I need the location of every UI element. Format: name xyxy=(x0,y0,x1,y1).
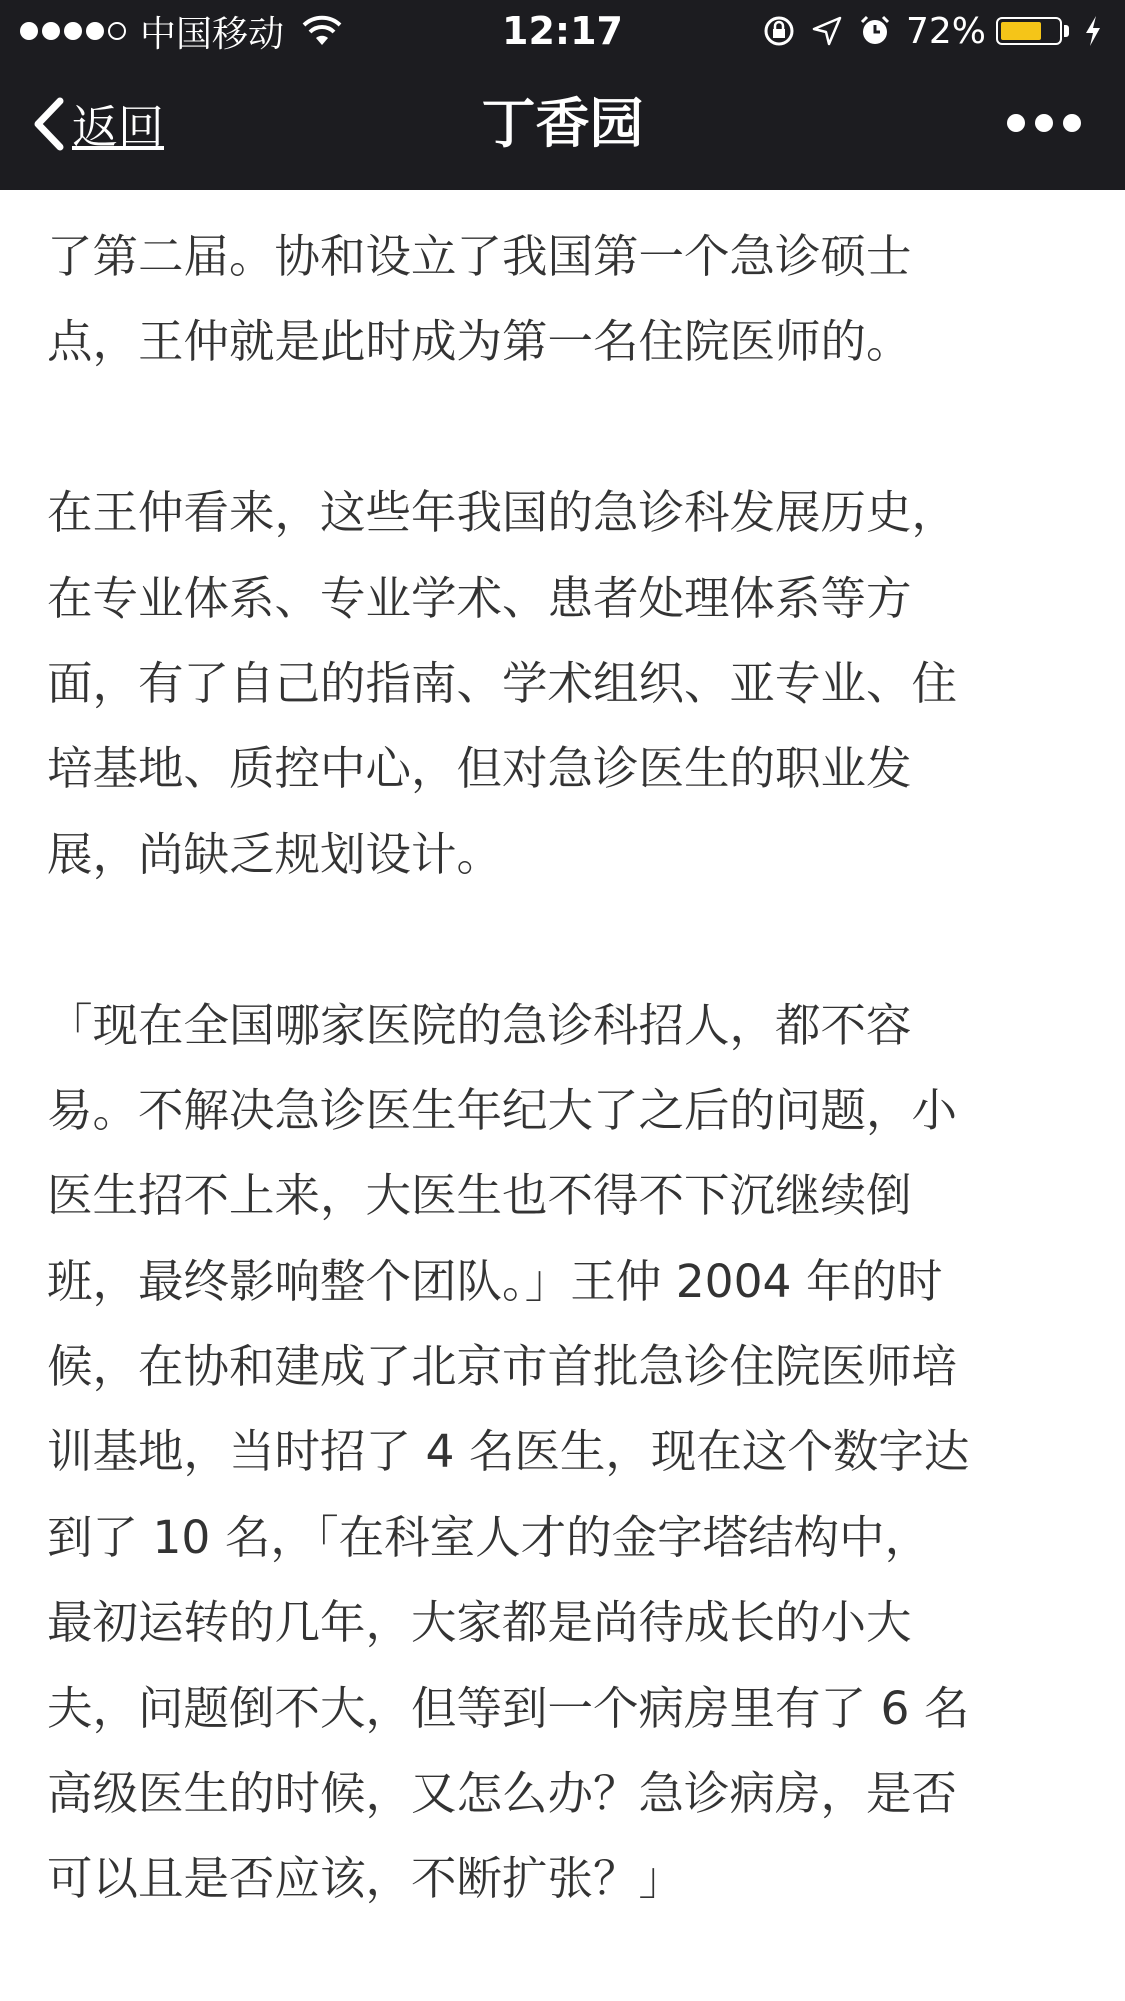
article-line: 可以且是否应该，不断扩张？」 xyxy=(47,1852,685,1906)
back-label: 返回 xyxy=(72,100,164,154)
article-line: 候，在协和建成了北京市首批急诊住院医师培 xyxy=(47,1340,958,1394)
battery-icon xyxy=(996,17,1062,45)
article-line: 最初运转的几年，大家都是尚待成长的小大 xyxy=(47,1596,912,1650)
article-line: 训基地，当时招了 4 名医生，现在这个数字达 xyxy=(47,1425,970,1479)
article-line: 在专业体系、专业学术、患者处理体系等方 xyxy=(47,571,912,625)
article-line: 点，王仲就是此时成为第一名住院医师的。 xyxy=(47,315,912,369)
page-title: 丁香园 xyxy=(481,92,644,155)
carrier-name: 中国移动 xyxy=(140,13,285,55)
status-bar xyxy=(0,0,1125,62)
article-line: 在王仲看来，这些年我国的急诊科发展历史， xyxy=(47,486,958,540)
battery-level xyxy=(1001,22,1041,40)
article-line: 「现在全国哪家医院的急诊科招人，都不容 xyxy=(47,998,912,1052)
paragraph xyxy=(47,983,1087,1922)
paragraph xyxy=(47,470,1087,897)
article-line: 夫，问题倒不大，但等到一个病房里有了 6 名 xyxy=(47,1681,970,1735)
location-icon xyxy=(810,14,844,48)
nav-bar xyxy=(0,62,1125,190)
article-line: 了第二届。协和设立了我国第一个急诊硕士 xyxy=(47,230,912,283)
article-line: 到了 10 名，「在科室人才的金字塔结构中， xyxy=(47,1510,931,1564)
more-icon[interactable] xyxy=(1007,110,1081,136)
article-line: 医生招不上来，大医生也不得不下沉继续倒 xyxy=(47,1169,912,1223)
article-line: 高级医生的时候，又怎么办？急诊病房，是否 xyxy=(47,1767,958,1821)
status-time: 12:17 xyxy=(502,9,623,53)
top-bar xyxy=(0,0,1125,190)
alarm-icon xyxy=(858,14,892,48)
article-line: 面，有了自己的指南、学术组织、亚专业、住 xyxy=(47,656,958,710)
article-body xyxy=(47,190,1087,2001)
battery-percent: 72% xyxy=(905,10,986,52)
article-line: 培基地、质控中心，但对急诊医生的职业发 xyxy=(47,742,912,796)
battery-tip xyxy=(1064,25,1069,37)
rotation-lock-icon xyxy=(762,14,796,48)
article-line: 班，最终影响整个团队。」王仲 2004 年的时 xyxy=(47,1254,943,1308)
article-line: 展，尚缺乏规划设计。 xyxy=(47,827,503,881)
status-right xyxy=(748,8,1103,54)
charging-icon xyxy=(1083,14,1103,48)
paragraph xyxy=(47,214,1087,385)
article-line: 易。不解决急诊医生年纪大了之后的问题，小 xyxy=(47,1083,958,1137)
